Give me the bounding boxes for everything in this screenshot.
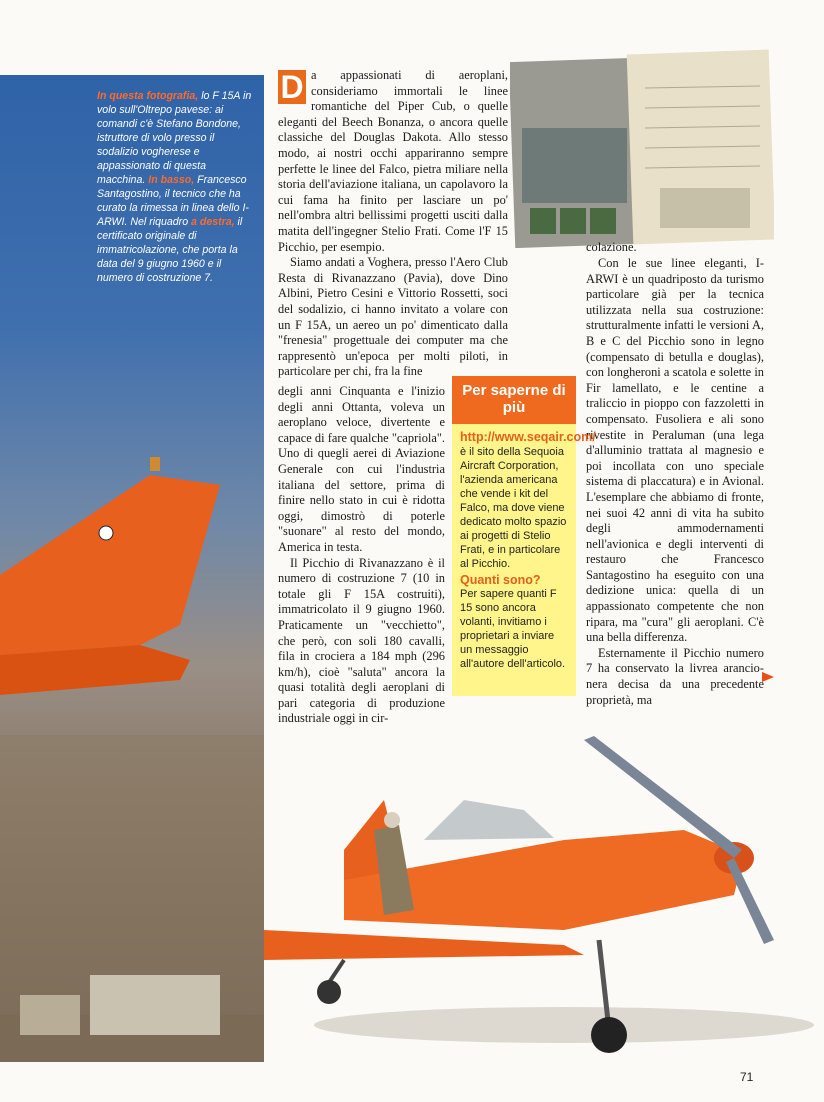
article-column-1-lower — [278, 384, 445, 727]
article-paragraph: Esternamente il Picchio numero 7 ha conservato la livrea arancio-nera decisa da una precedente proprietà, ma — [586, 645, 764, 707]
article-paragraph: Il Picchio di Rivanazzano è il numero di costruzione 7 (10 in totale gli F 15A costruiti), immatricolato il 9 giugno 1960. Praticamente un "vecchietto", che però, con soli 180 cavalli, fila in crociera a 184 mph (296 km/h), cioè "saluta" ancora la quasi totalità degli aeroplani di pari categoria di produzione industriale oggi in cir- — [278, 555, 445, 726]
article-paragraph: Con le sue linee eleganti, I-ARWI è un quadriposto da turismo particolare già per la tecnica utilizzata nella sua costruzione: strutturalmente infatti le versioni A, B e C del Picchio sono in legno (compensato di betulla e douglas), con longheroni a scatola e solette in Fir lamellato, e le centine a traliccio in pioppo con fazzoletti in compensato. Fusoliera e ali sono rivestite in Peraluman (una lega d'alluminio trattata al magnesio e poi incollata con uno speciale sistema di placcatura) e in Avional. L'esemplare che abbiamo di fronte, nei suoi 42 anni di vita ha subito degli ammodernamenti nell'avionica e degli interventi di restauro che Francesco Santagostino ha eseguito con una dedizione unica: quella di un appassionato competente che non ripara, ma "cura" gli aeroplani. C'è una bella differenza. — [586, 256, 764, 645]
article-paragraph: colazione. — [586, 240, 637, 254]
website-link[interactable]: http://www.seqair.com/ — [460, 430, 596, 444]
caption-highlight: a destra, — [191, 216, 235, 228]
info-box — [452, 376, 596, 696]
article-column-2 — [586, 256, 764, 708]
info-box-text: Per sapere quanti F 15 sono ancora volanti, invitiamo i proprietari a inviare un messaggio all'autore dell'articolo. — [460, 588, 566, 670]
info-box-text: è il sito della Sequoia Aircraft Corporation, l'azienda americana che vende i kit del Falco, ma dove viene dedicato molto spazio ai progetti di Stelio Frati, e in particolare al Picchio. — [460, 446, 567, 570]
page-number: 71 — [740, 1070, 754, 1084]
article-paragraph: D a appassionati di aeroplani, consideriamo immortali le linee romantiche del Piper Cub, o quelle eleganti del Beech Bonanza, o ancora quelle classiche del Douglas Dakota. Allo stesso modo, ai nostri occhi appariranno sempre perfette le linee del Falco, pietra miliare nella storia dell'aviazione italiana, un capolavoro la cui fama ha finito per lasciare un po' nell'ombra altri bellissimi progetti usciti dalla matita dell'ingegner Stelio Frati. Come l'F 15 Picchio, per esempio. — [278, 68, 508, 254]
caption-text: lo F 15A in volo sull'Oltrepo pavese: ai comandi c'è Stefano Bondone, istruttore di volo presso il sodalizio vogherese e appassionato di questa macchina. — [97, 90, 252, 186]
article-column-2-top — [586, 240, 764, 256]
certificate-photo — [510, 48, 774, 248]
photo-caption — [97, 89, 257, 285]
continue-arrow-icon — [762, 672, 774, 682]
article-column-1 — [278, 68, 508, 380]
caption-text: Nel riquadro — [130, 216, 192, 228]
caption-highlight: In questa fotografia, — [97, 90, 199, 102]
drop-cap: D — [278, 70, 306, 104]
aircraft-tail-graphic — [0, 455, 264, 1062]
info-box-body — [452, 424, 596, 677]
info-box-title: Per saperne di più — [452, 376, 576, 424]
caption-text: il certificato originale di immatricolazione, che porta la data del 9 giugno 1960 e il numero di costruzione 7. — [97, 216, 243, 284]
article-paragraph: degli anni Cinquanta e l'inizio degli anni Ottanta, voleva un aeroplano veloce, divertente e capace di fare qualche "capriola". Uno di quegli aerei di Aviazione Generale con cui l'industria italiana del settore, prima di finire nello stato in cui è ridotta oggi, dimostrò di poterle "suonare" al resto del mondo, America in testa. — [278, 384, 445, 554]
article-paragraph: Siamo andati a Voghera, presso l'Aero Club Resta di Rivanazzano (Pavia), dove Dino Albini, Pietro Cesini e Vittorio Rossetti, soci del sodalizio, ci hanno invitato a volare con un F 15A, un aereo un po' dimenticato dalla "frenesia" progettuale dei computer ma che rappresentò un'epoca per molti piloti, in particolare per chi, fra la fine — [278, 255, 508, 379]
caption-text: Francesco Santagostino, il tecnico che ha curato la rimessa in linea dello I-ARWI. — [97, 174, 249, 228]
caption-highlight: In basso, — [148, 174, 195, 186]
info-box-subtitle: Quanti sono? — [460, 573, 541, 587]
aircraft-photo — [264, 730, 824, 1070]
